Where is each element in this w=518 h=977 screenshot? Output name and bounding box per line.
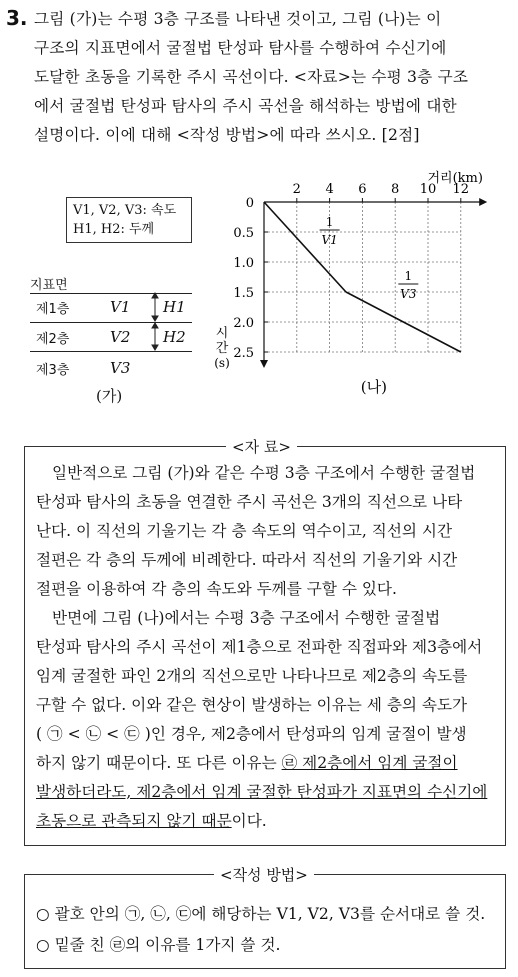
y-tick-label-2: 1.5 (233, 286, 254, 301)
y-axis-label-1: 시 (215, 326, 229, 341)
underlined-reason-start: ㉣ 제2층에서 임계 굴절이 (281, 754, 458, 772)
figure-na-caption: (나) (360, 378, 387, 396)
series-line-2 (346, 292, 461, 352)
x-tick-label-12: 12 (452, 182, 470, 197)
method-item-2: ○ 밑줄 친 ㉣의 이유를 1가지 쓸 것. (36, 936, 281, 954)
x-axis-arrow (479, 198, 487, 206)
y-axis-unit: (s) (214, 356, 230, 370)
resource-line-11 (36, 751, 458, 773)
resource-line-4: 절편은 각 층의 두께에 비례한다. 따라서 직선의 기울기와 시간 (36, 551, 458, 569)
layer1-name: 제1층 (36, 302, 70, 317)
layer1-thickness: H1 (163, 298, 186, 316)
x-tick-label-8: 8 (391, 182, 400, 197)
slope-label-2-denominator: V3 (400, 287, 417, 301)
question-line-2: 구조의 지표면에서 굴절법 탄성파 탐사를 수행하여 수신기에 (34, 39, 447, 57)
resource-line-8: 임계 굴절한 파인 2개의 직선으로만 나타나므로 제2층의 속도를 (36, 667, 468, 685)
question-line-1: 그림 (가)는 수평 3층 구조를 나타낸 것이고, 그림 (나)는 이 (34, 10, 442, 28)
resource-line-3: 난다. 이 직선의 기울기는 각 층 속도의 역수이고, 직선의 시간 (36, 522, 453, 540)
question-number: 3. (6, 6, 28, 30)
travel-time-chart (200, 165, 510, 435)
y-tick-label-1: 1.0 (233, 256, 254, 271)
legend-thickness: H1, H2: 두께 (73, 222, 155, 237)
underlined-reason-end: 초동으로 관측되지 않기 때문 (36, 812, 232, 830)
resource-line-5: 절편을 이용하여 각 층의 속도와 두께를 구할 수 있다. (36, 580, 397, 598)
underlined-reason-middle: 발생하더라도, 제2층에서 임계 굴절한 탄성파가 지표면의 수신기에 (36, 783, 488, 801)
question-line-3: 도달한 초동을 기록한 주시 곡선이다. <자료>는 수평 3층 구조 (34, 68, 469, 86)
figure-ga-caption: (가) (96, 387, 123, 405)
y-tick-label-0: 0.5 (233, 226, 254, 241)
series-line-1 (264, 202, 346, 292)
resource-line-11-text: 하지 않기 때문이다. 또 다른 이유는 (36, 754, 282, 772)
surface-label: 지표면 (30, 278, 68, 293)
layer3-name: 제3층 (36, 363, 70, 378)
resource-title: <자 료> (226, 436, 297, 457)
x-tick-label-2: 2 (292, 182, 301, 197)
y-axis-label-2: 간 (215, 341, 229, 356)
origin-label: 0 (245, 196, 254, 211)
y-tick-label-3: 2.0 (233, 316, 254, 331)
method-item-1: ○ 괄호 안의 ㉠, ㉡, ㉢에 해당하는 V1, V2, V3를 순서대로 쓸 것. (36, 905, 486, 923)
resource-line-7: 탄성파 탐사의 주시 곡선이 제1층으로 전파한 직접파와 제3층에서 (36, 638, 483, 656)
layer1-velocity: V1 (110, 298, 131, 316)
x-tick-label-6: 6 (358, 182, 367, 197)
slope-label-1-numerator: 1 (325, 215, 334, 229)
legend-velocity: V1, V2, V3: 속도 (73, 203, 177, 218)
slope-label-1-denominator: V1 (321, 233, 338, 247)
x-tick-label-4: 4 (325, 182, 334, 197)
question-line-5: 설명이다. 이에 대해 <작성 방법>에 따라 쓰시오. [2점] (34, 126, 420, 144)
y-axis-arrow (260, 360, 268, 368)
question-line-4: 에서 굴절법 탄성파 탐사의 주시 곡선을 해석하는 방법에 대한 (34, 97, 457, 115)
layer3-velocity: V3 (110, 359, 131, 377)
resource-line-13-tail: 이다. (231, 812, 267, 830)
resource-line-13 (36, 809, 267, 831)
method-title: <작성 방법> (214, 864, 314, 885)
layer2-velocity: V2 (110, 328, 131, 346)
layer2-thickness: H2 (163, 328, 186, 346)
figure-ga-legend (66, 197, 192, 243)
resource-line-10: ( ㉠ < ㉡ < ㉢ )인 경우, 제2층에서 탄성파의 임계 굴절이 발생 (36, 725, 467, 743)
layer2-name: 제2층 (36, 332, 70, 347)
slope-label-2-numerator: 1 (404, 269, 413, 283)
resource-line-9: 구할 수 없다. 이와 같은 현상이 발생하는 이유는 세 층의 속도가 (36, 696, 468, 714)
resource-line-1: 일반적으로 그림 (가)와 같은 수평 3층 구조에서 수행한 굴절법 (52, 464, 476, 482)
resource-line-6: 반면에 그림 (나)에서는 수평 3층 구조에서 수행한 굴절법 (52, 609, 441, 627)
y-tick-label-4: 2.5 (233, 346, 254, 361)
x-tick-label-10: 10 (419, 182, 437, 197)
thickness-arrows (140, 290, 170, 356)
x-axis-label: 거리(km) (427, 171, 483, 186)
resource-line-2: 탄성파 탐사의 초동을 연결한 주시 곡선은 3개의 직선으로 나타 (36, 493, 463, 511)
